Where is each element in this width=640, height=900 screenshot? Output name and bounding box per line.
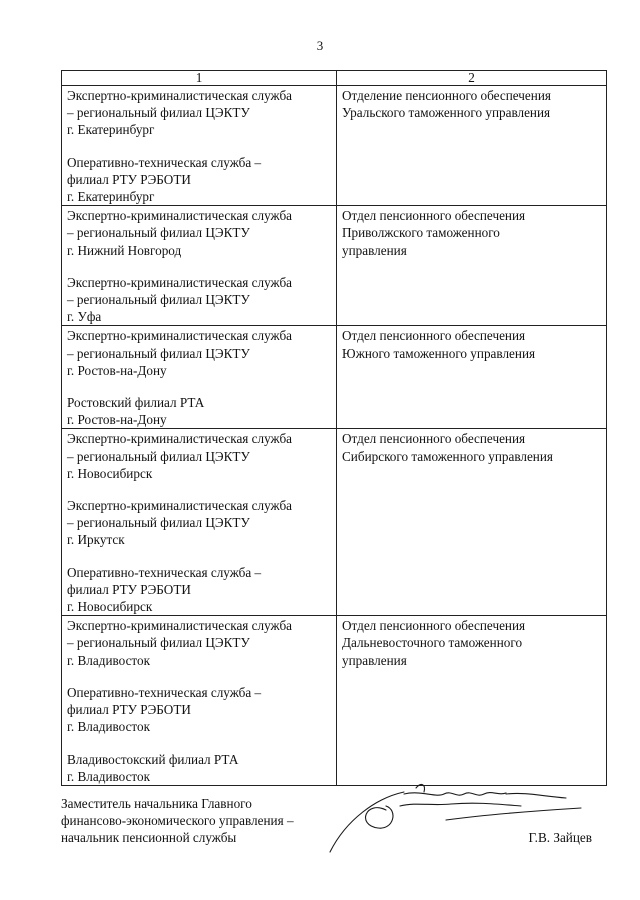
pension-department-name: Отдел пенсионного обеспечения Сибирского таможенного управления xyxy=(342,431,553,464)
signer-name: Г.В. Зайцев xyxy=(528,830,592,845)
pension-department-name: Отдел пенсионного обеспечения Приволжского таможенного управления xyxy=(342,208,526,258)
organization-entry: Экспертно-криминалистическая служба – региональный филиал ЦЭКТУ г. Владивосток xyxy=(67,618,293,668)
pension-department-name: Отделение пенсионного обеспечения Уральского таможенного управления xyxy=(342,88,551,121)
organization-entry: Экспертно-криминалистическая служба – региональный филиал ЦЭКТУ г. Уфа xyxy=(67,274,293,325)
organizations-cell xyxy=(62,326,337,429)
page-number: 3 xyxy=(316,38,324,53)
pension-department-cell xyxy=(337,206,607,326)
table-header-row xyxy=(62,71,607,86)
table-row xyxy=(62,616,607,786)
organizations-cell xyxy=(62,86,337,206)
organizations-cell xyxy=(62,206,337,326)
signature-block xyxy=(61,795,606,865)
organization-entry: Оперативно-техническая служба – филиал РТУ РЭБОТИ г. Новосибирск xyxy=(67,564,262,615)
organization-entry: Оперативно-техническая служба – филиал РТУ РЭБОТИ г. Владивосток xyxy=(67,684,262,735)
handwritten-signature xyxy=(326,780,586,860)
column-header-1: 1 xyxy=(62,71,337,86)
organization-entry: Экспертно-криминалистическая служба – региональный филиал ЦЭКТУ г. Ростов-на-Дону xyxy=(67,328,293,378)
organizations-cell xyxy=(62,616,337,786)
pension-department-name: Отдел пенсионного обеспечения Дальневосточного таможенного управления xyxy=(342,618,526,668)
pension-department-cell xyxy=(337,326,607,429)
table-body xyxy=(62,86,607,786)
organization-entry: Ростовский филиал РТА г. Ростов-на-Дону xyxy=(67,395,205,428)
signer-position: Заместитель начальника Главного финансово-экономического управления – начальник пенсионной службы xyxy=(61,796,294,846)
table-row xyxy=(62,86,607,206)
pension-department-name: Отдел пенсионного обеспечения Южного таможенного управления xyxy=(342,328,536,361)
table-row xyxy=(62,429,607,616)
organization-entry: Экспертно-криминалистическая служба – региональный филиал ЦЭКТУ г. Новосибирск xyxy=(67,431,293,481)
pension-department-cell xyxy=(337,616,607,786)
organization-entry: Экспертно-криминалистическая служба – региональный филиал ЦЭКТУ г. Нижний Новгород xyxy=(67,208,293,258)
pension-department-cell xyxy=(337,86,607,206)
organization-entry: Оперативно-техническая служба – филиал РТУ РЭБОТИ г. Екатеринбург xyxy=(67,154,262,205)
organizations-cell xyxy=(62,429,337,616)
pension-departments-table xyxy=(61,70,607,786)
column-header-2: 2 xyxy=(337,71,607,86)
table-row xyxy=(62,326,607,429)
organization-entry: Экспертно-криминалистическая служба – региональный филиал ЦЭКТУ г. Иркутск xyxy=(67,498,293,548)
pension-department-cell xyxy=(337,429,607,616)
organization-entry: Экспертно-криминалистическая служба – региональный филиал ЦЭКТУ г. Екатеринбург xyxy=(67,88,293,138)
organization-entry: Владивостокский филиал РТА г. Владивосток xyxy=(67,751,239,784)
table-row xyxy=(62,206,607,326)
